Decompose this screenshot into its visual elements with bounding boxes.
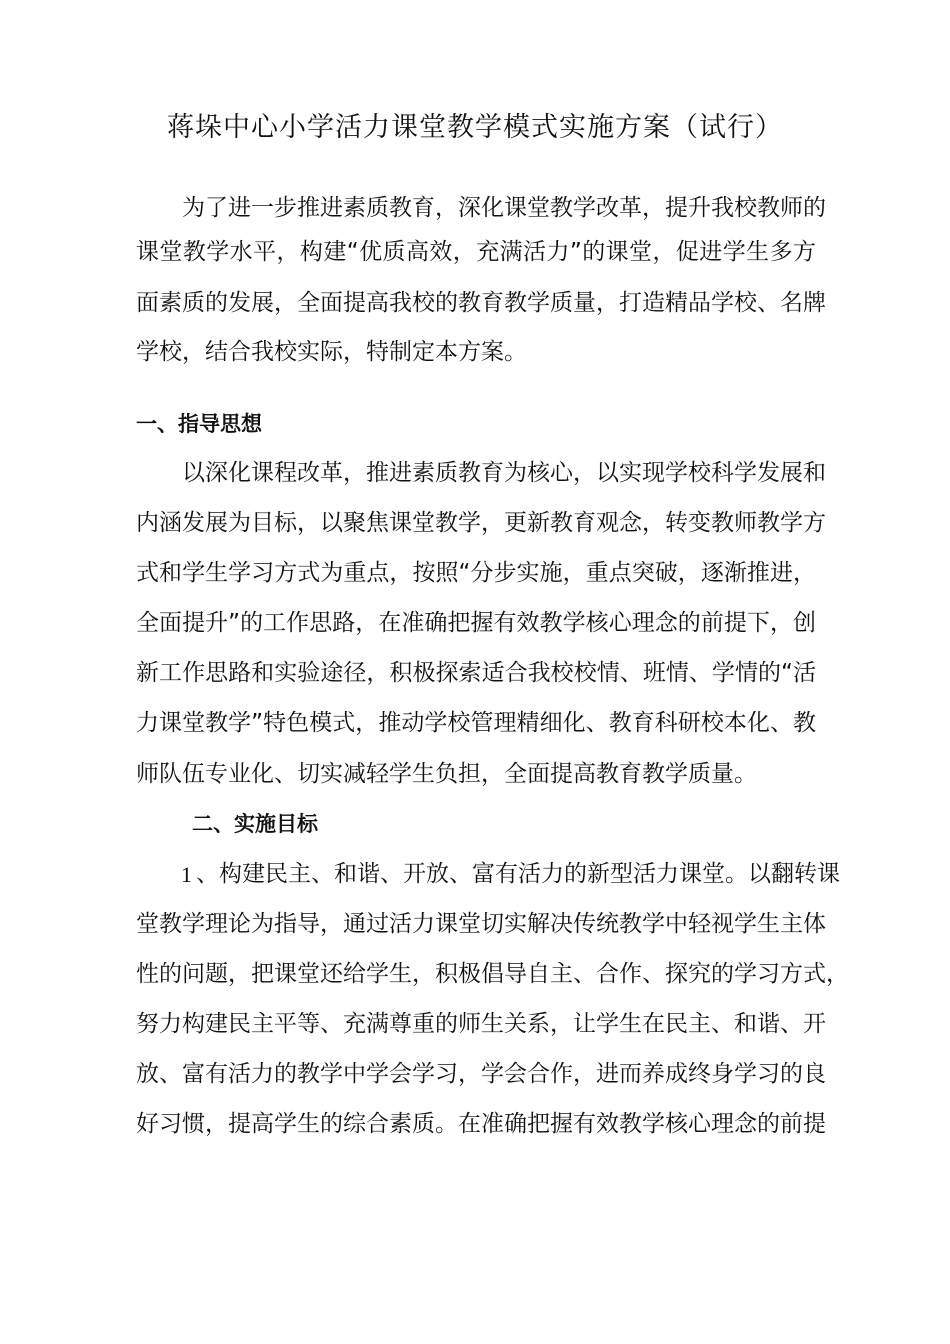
intro-line: 学校，结合我校实际，特制定本方案。 bbox=[136, 339, 527, 365]
paragraph-line: 努力构建民主平等、充满尊重的师生关系，让学生在民主、和谐、开 bbox=[136, 1011, 826, 1037]
paragraph-line: 放、富有活力的教学中学会学习，学会合作，进而养成终身学习的良 bbox=[136, 1061, 826, 1087]
paragraph-line: 好习惯，提高学生的综合素质。在准确把握有效教学核心理念的前提 bbox=[136, 1111, 826, 1137]
list-item-number: 1 bbox=[181, 862, 192, 887]
intro-line: 面素质的发展，全面提高我校的教育教学质量，打造精品学校、名牌 bbox=[136, 290, 826, 316]
paragraph-line: 、构建民主、和谐、开放、富有活力的新型活力课堂。以翻转课 bbox=[196, 861, 840, 887]
paragraph-line: 堂教学理论为指导，通过活力课堂切实解决传统教学中轻视学生主体 bbox=[136, 911, 826, 937]
paragraph-line: 全面提升”的工作思路，在准确把握有效教学核心理念的前提下，创 bbox=[136, 610, 816, 636]
paragraph-line: 式和学生学习方式为重点，按照“分步实施，重点突破，逐渐推进， bbox=[136, 560, 816, 586]
intro-line: 为了进一步推进素质教育，深化课堂教学改革，提升我校教师的 bbox=[182, 195, 826, 221]
paragraph-line: 性的问题，把课堂还给学生，积极倡导自主、合作、探究的学习方式， bbox=[136, 961, 849, 987]
paragraph-line: 力课堂教学”特色模式，推动学校管理精细化、教育科研校本化、教 bbox=[136, 710, 816, 736]
document-title: 蒋垛中心小学活力课堂教学模式实施方案（试行） bbox=[167, 112, 783, 143]
paragraph-line: 内涵发展为目标，以聚焦课堂教学，更新教育观念，转变教师教学方 bbox=[136, 510, 826, 536]
section-heading-implementation-goals: 二、实施目标 bbox=[192, 812, 318, 836]
paragraph-line: 师队伍专业化、切实减轻学生负担，全面提高教育教学质量。 bbox=[136, 761, 757, 787]
paragraph-line: 新工作思路和实验途径，积极探索适合我校校情、班情、学情的“活 bbox=[136, 660, 816, 686]
section-heading-guiding-ideology: 一、指导思想 bbox=[136, 412, 262, 436]
paragraph-line: 以深化课程改革，推进素质教育为核心，以实现学校科学发展和 bbox=[182, 460, 826, 486]
intro-line: 课堂教学水平，构建“优质高效，充满活力”的课堂，促进学生多方 bbox=[136, 239, 816, 265]
